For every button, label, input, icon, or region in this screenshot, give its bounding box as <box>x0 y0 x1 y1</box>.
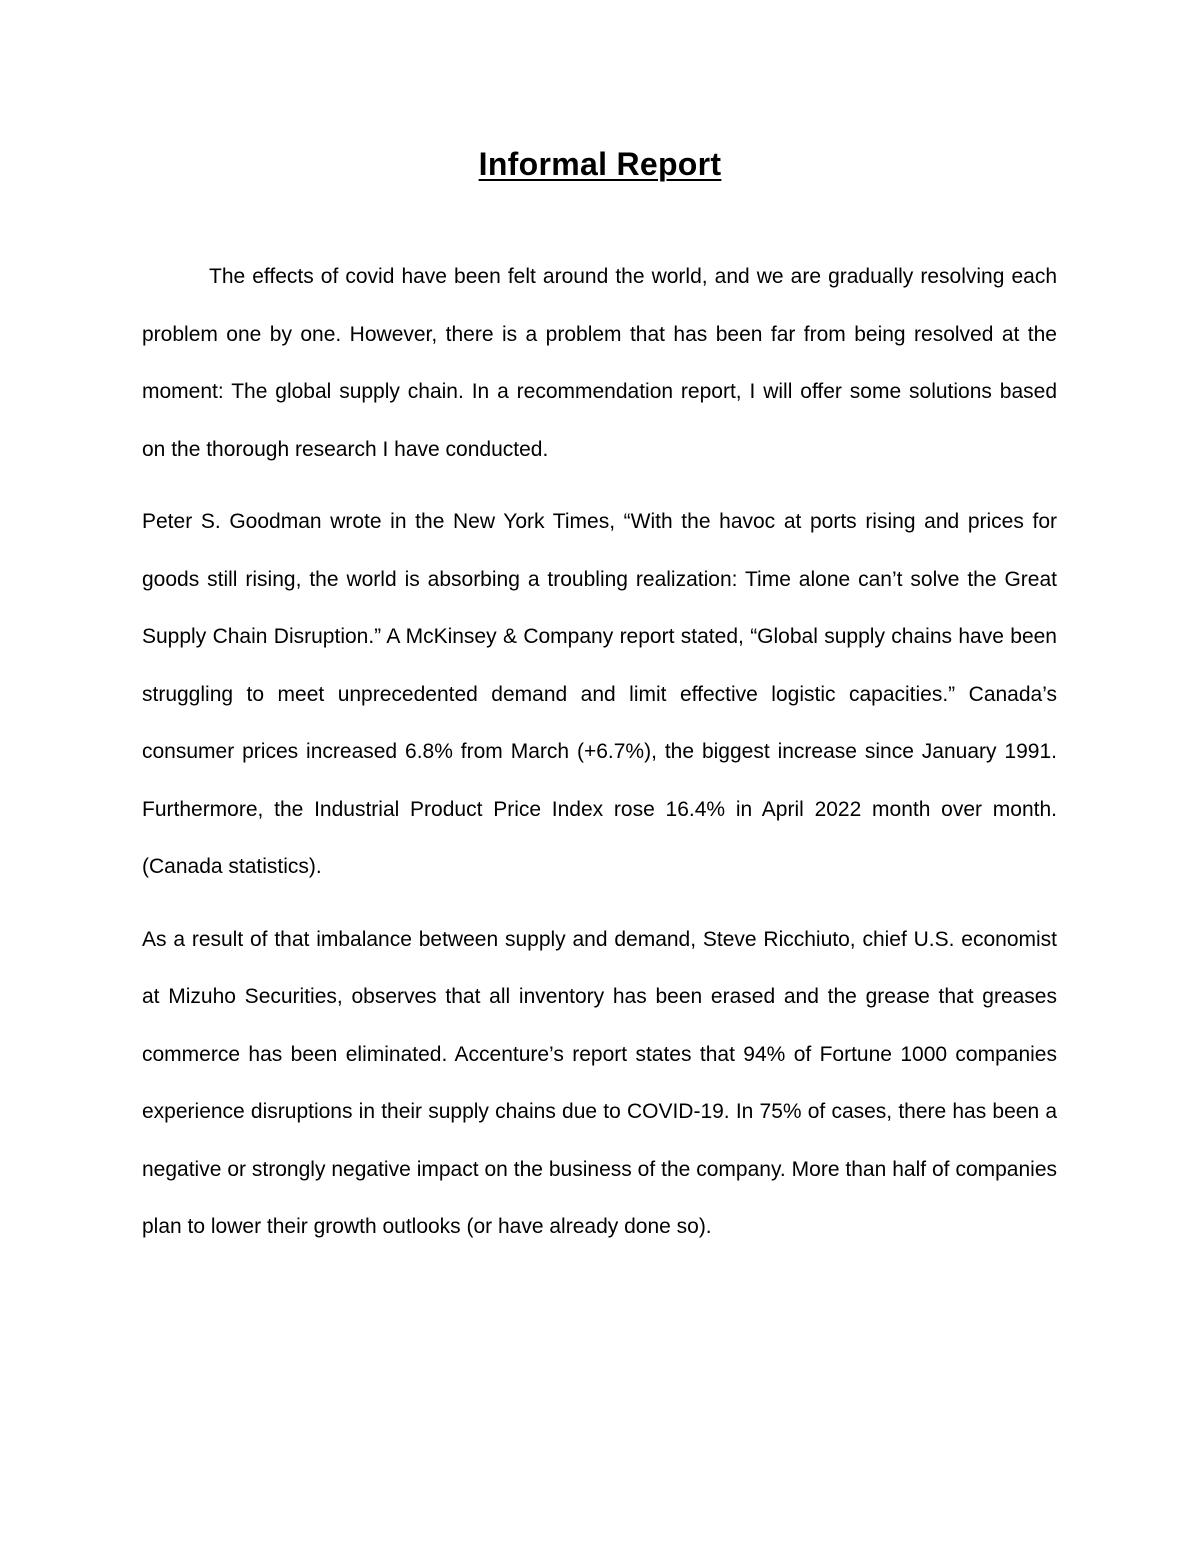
paragraph-evidence: Peter S. Goodman wrote in the New York Times, “With the havoc at ports rising and prices for goods still rising, the world is absorbing a troubling realization: Time alone can’t solve the Great Supply Chain Disruption.” A McKinsey & Company report stated, “Global supply chains have been struggling to meet unprecedented demand and limit effective logistic capacities.” Canada’s consumer prices increased 6.8% from March (+6.7%), the biggest increase since January 1991. Furthermore, the Industrial Product Price Index rose 16.4% in April 2022 month over month. (Canada statistics). <box>142 510 1057 878</box>
paragraph-intro: The effects of covid have been felt around the world, and we are gradually resolving each problem one by one. However, there is a problem that has been far from being resolved at the moment: The global supply chain. In a recommendation report, I will offer some solutions based on the thorough research I have conducted. <box>142 265 1057 461</box>
document-body <box>142 248 1057 1271</box>
paragraph-impact: As a result of that imbalance between supply and demand, Steve Ricchiuto, chief U.S. economist at Mizuho Securities, observes that all inventory has been erased and the grease that greases commerce has been eliminated. Accenture’s report states that 94% of Fortune 1000 companies experience disruptions in their supply chains due to COVID-19. In 75% of cases, there has been a negative or strongly negative impact on the business of the company. More than half of companies plan to lower their growth outlooks (or have already done so). <box>142 927 1057 1238</box>
document-title: Informal Report <box>478 146 722 182</box>
